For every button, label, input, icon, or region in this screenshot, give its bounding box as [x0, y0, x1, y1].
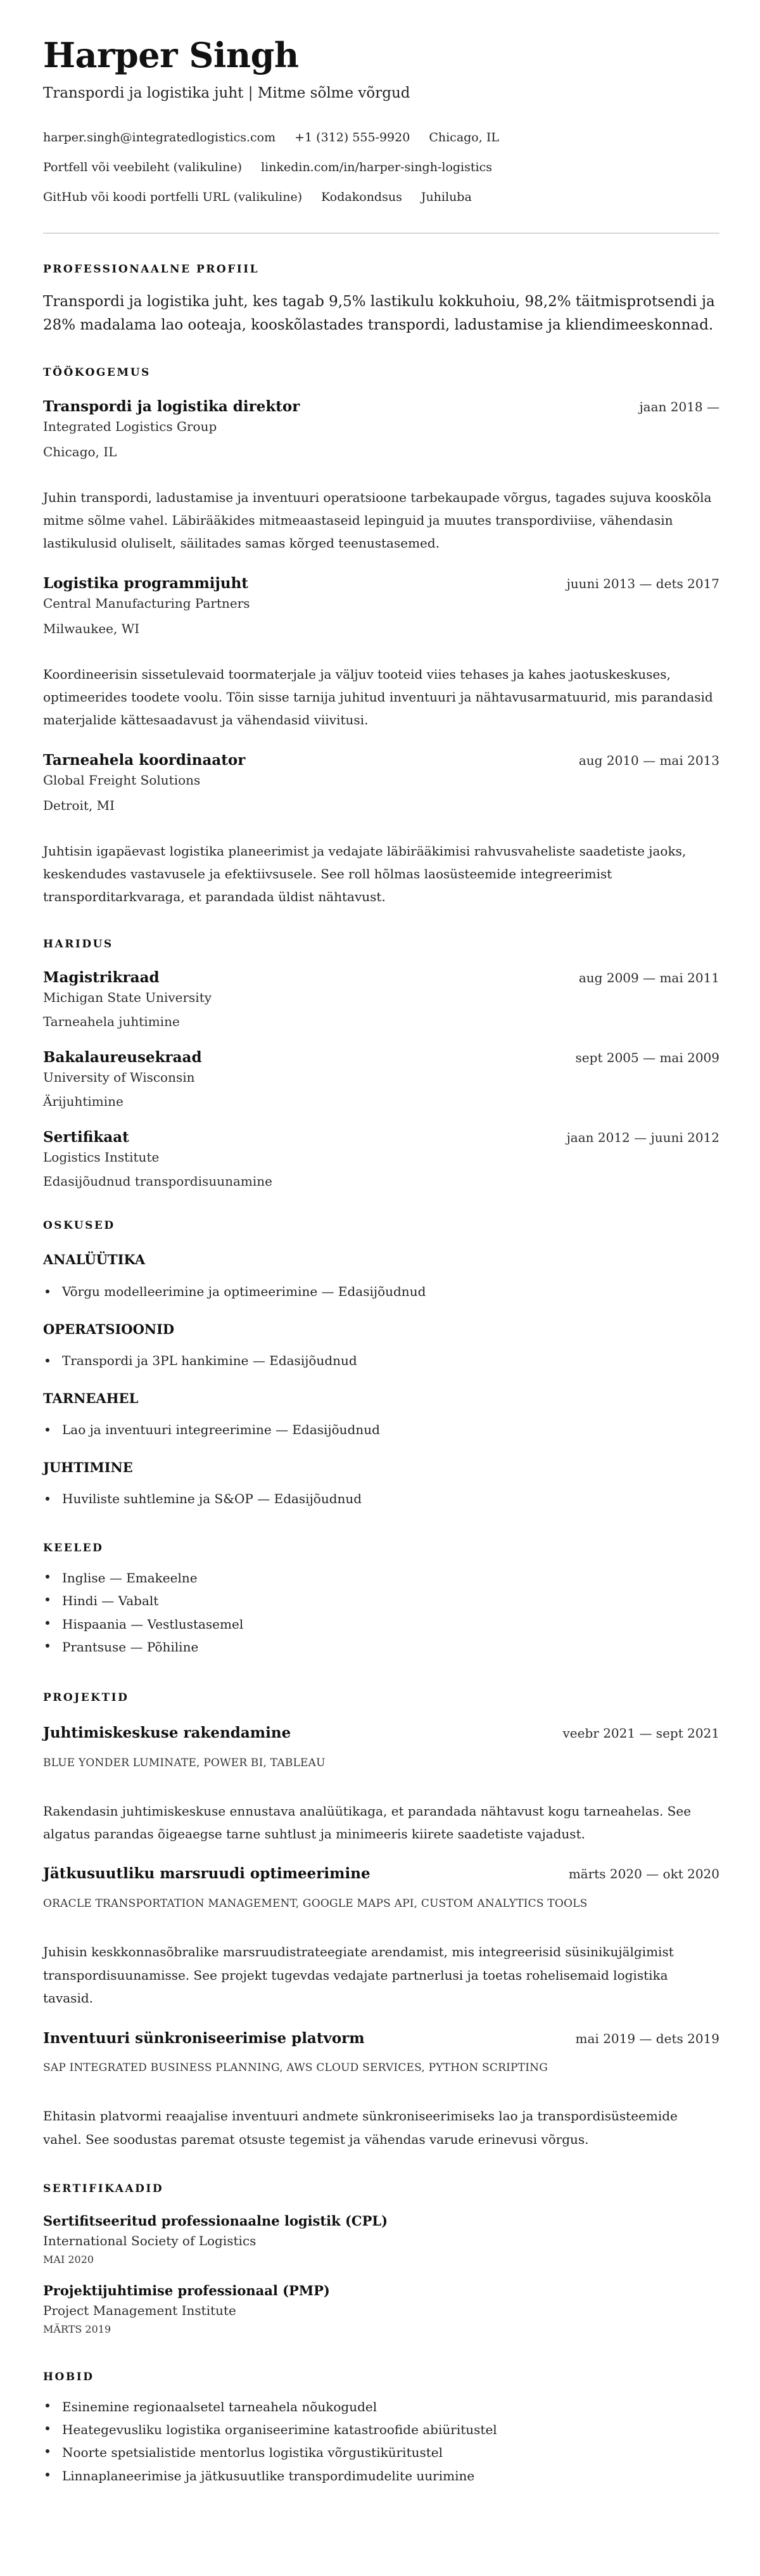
skills-section — [43, 1219, 719, 1509]
certification-issuer: International Society of Logistics — [43, 2233, 256, 2248]
project-dates: veebr 2021 — sept 2021 — [562, 1725, 719, 1741]
education-dates: jaan 2012 — juuni 2012 — [566, 1129, 719, 1145]
section-title: PROFESSIONAALNE PROFIIL — [43, 263, 260, 276]
skill-item: Huviliste suhtlemine ja S&OP — Edasijõudnud — [43, 1489, 719, 1509]
project-title: Juhtimiskeskuse rakendamine — [43, 1724, 291, 1741]
hobby-item: Esinemine regionaalsetel tarneahela nõukogudel — [43, 2395, 719, 2418]
language-item: Hindi — Vabalt — [43, 1589, 719, 1612]
certification-date: MAI 2020 — [43, 2253, 94, 2265]
project-title: Jätkusuutliku marsruudi optimeerimine — [43, 1865, 370, 1883]
job-dates: jaan 2018 — — [639, 399, 719, 414]
experience-section — [43, 366, 719, 909]
section-title: KEELED — [43, 1542, 104, 1555]
job-dates: aug 2010 — mai 2013 — [578, 752, 719, 768]
skill-category — [43, 1321, 719, 1371]
section-title: PROJEKTID — [43, 1691, 129, 1705]
project-description: Juhisin keskkonnasõbralike marsruudistrateegiate arendamist, mis integreerisid süsinikujälgimist transpordisuunamisse. See projekt tugevdas vedajate partnerlusi ja toetas rohelisemaid logistika tavasid. — [43, 1944, 674, 2006]
contact-citizenship: Kodakondsus — [321, 189, 402, 204]
job-title: Logistika programmijuht — [43, 574, 248, 592]
field-of-study: Edasijõudnud transpordisuunamine — [43, 1173, 273, 1189]
certification-date: MÄRTS 2019 — [43, 2323, 111, 2336]
hobby-item: Noorte spetsialistide mentorlus logistika võrgustiküritustel — [43, 2441, 719, 2464]
job-title: Tarneahela koordinaator — [43, 751, 246, 769]
project-entry — [43, 1864, 719, 2009]
project-dates: märts 2020 — okt 2020 — [568, 1866, 719, 1882]
job-location: Chicago, IL — [43, 444, 117, 459]
job-location: Detroit, MI — [43, 797, 115, 813]
profile-summary: Transpordi ja logistika juht, kes tagab 9,5% lastikulu kokkuhoiu, 98,2% täitmisprotsendi ja 28% madalama lao ooteaja, kooskõlastades transpordi, ladustamise ja kliendimeeskonnad. — [43, 293, 715, 333]
contact-phone[interactable]: +1 (312) 555-9920 — [294, 131, 410, 145]
school-name: University of Wisconsin — [43, 1069, 195, 1085]
hobby-item: Heategevusliku logistika organiseerimine katastroofide abiüritustel — [43, 2418, 719, 2441]
profile-section — [43, 263, 719, 337]
candidate-name: Harper Singh — [43, 35, 299, 75]
contact-github[interactable]: GitHub või koodi portfelli URL (valikuline) — [43, 189, 303, 204]
resume-header — [43, 37, 719, 234]
section-title: TÖÖKOGEMUS — [43, 366, 151, 380]
job-company: Central Manufacturing Partners — [43, 595, 250, 611]
job-company: Integrated Logistics Group — [43, 418, 217, 434]
skill-category — [43, 1459, 719, 1509]
contact-email[interactable]: harper.singh@integratedlogistics.com — [43, 131, 276, 145]
section-title: OSKUSED — [43, 1219, 115, 1232]
skill-category — [43, 1251, 719, 1301]
language-item: Prantsuse — Põhiline — [43, 1636, 719, 1658]
hobby-item: Linnaplaneerimise ja jätkusuutlike transpordimudelite uurimine — [43, 2464, 719, 2487]
school-name: Logistics Institute — [43, 1149, 160, 1165]
certification-name: Sertifitseeritud professionaalne logistik (CPL) — [43, 2212, 388, 2229]
skill-category-title: ANALÜÜTIKA — [43, 1252, 146, 1268]
certifications-section — [43, 2182, 719, 2335]
project-dates: mai 2019 — dets 2019 — [575, 2030, 719, 2046]
job-title: Transpordi ja logistika direktor — [43, 397, 300, 415]
skill-item: Võrgu modelleerimine ja optimeerimine — Edasijõudnud — [43, 1281, 719, 1302]
experience-entry — [43, 397, 719, 555]
job-dates: juuni 2013 — dets 2017 — [566, 575, 719, 591]
experience-entry — [43, 574, 719, 732]
project-tech-stack: ORACLE TRANSPORTATION MANAGEMENT, GOOGLE MAPS API, CUSTOM ANALYTICS TOOLS — [43, 1897, 588, 1911]
contact-linkedin[interactable]: linkedin.com/in/harper-singh-logistics — [261, 160, 492, 174]
hobbies-section — [43, 2371, 719, 2487]
job-description: Koordineerisin sissetulevaid toormaterjale ja väljuv tooteid viies tehases ja kahes jaotuskeskuses, optimeerides toodete voolu. Tõin sisse tarnija juhitud inventuuri ja nähtavusarmatuurid, mis parandasid materjalide kättesaadavust ja vähendasid viivitusi. — [43, 666, 713, 728]
job-company: Global Freight Solutions — [43, 772, 201, 788]
skill-category-title: TARNEAHEL — [43, 1390, 139, 1406]
field-of-study: Tarneahela juhtimine — [43, 1014, 180, 1030]
project-entry — [43, 1724, 719, 1846]
education-section — [43, 938, 719, 1190]
school-name: Michigan State University — [43, 990, 212, 1006]
job-location: Milwaukee, WI — [43, 620, 140, 636]
project-description: Rakendasin juhtimiskeskuse ennustava analüütikaga, et parandada nähtavust kogu tarneahelas. See algatus parandas õigeaegse tarne suhtlust ja minimeeris kiirete saadetiste vajadust. — [43, 1803, 692, 1842]
degree-title: Bakalaureusekraad — [43, 1049, 202, 1067]
job-description: Juhtisin igapäevast logistika planeerimist ja vedajate läbirääkimisi rahvusvaheliste saadetiste jaoks, keskendudes vastavusele ja efektiivsusele. See roll hõlmas laosüsteemide integreerimist transporditarkvaraga, et parandada üldist nähtavust. — [43, 843, 687, 905]
skill-item: Lao ja inventuuri integreerimine — Edasijõudnud — [43, 1419, 719, 1440]
degree-title: Sertifikaat — [43, 1128, 129, 1146]
projects-section — [43, 1691, 719, 2151]
degree-title: Magistrikraad — [43, 969, 160, 987]
languages-section — [43, 1542, 719, 1658]
certification-issuer: Project Management Institute — [43, 2303, 236, 2319]
section-title: HOBID — [43, 2371, 94, 2384]
certification-entry — [43, 2212, 719, 2265]
education-dates: aug 2009 — mai 2011 — [578, 970, 719, 986]
section-title: HARIDUS — [43, 937, 113, 951]
skill-category-title: JUHTIMINE — [43, 1459, 133, 1476]
contact-location: Chicago, IL — [429, 131, 499, 145]
project-description: Ehitasin platvormi reaajalise inventuuri andmete sünkroniseerimiseks lao ja transpordisüsteemide vahel. See soodustas paremat otsuste tegemist ja vähendas varude erinevusi võrgus. — [43, 2108, 678, 2147]
skill-category-title: OPERATSIOONID — [43, 1321, 175, 1337]
education-entry — [43, 968, 719, 1030]
field-of-study: Ärijuhtimine — [43, 1093, 124, 1109]
language-item: Hispaania — Vestlustasemel — [43, 1613, 719, 1636]
project-title: Inventuuri sünkroniseerimise platvorm — [43, 2029, 365, 2047]
education-entry — [43, 1048, 719, 1110]
skill-item: Transpordi ja 3PL hankimine — Edasijõudnud — [43, 1350, 719, 1371]
contact-row — [43, 130, 719, 146]
contact-row — [43, 160, 719, 176]
certification-name: Projektijuhtimise professionaal (PMP) — [43, 2282, 330, 2298]
contact-portfolio[interactable]: Portfell või veebileht (valikuline) — [43, 160, 243, 174]
candidate-tagline: Transpordi ja logistika juht | Mitme sõlme võrgud — [43, 85, 410, 102]
education-dates: sept 2005 — mai 2009 — [575, 1050, 719, 1066]
contact-drivers-license: Juhiluba — [421, 189, 472, 204]
skill-category — [43, 1390, 719, 1440]
section-title: SERTIFIKAADID — [43, 2182, 164, 2196]
job-description: Juhin transpordi, ladustamise ja inventuuri operatsioone tarbekaupade võrgus, tagades sujuva kooskõla mitme sõlme vahel. Läbirääkides mitmeaastaseid lepinguid ja muutes transpordiviise, vähendasin lastikulusid oluliselt, säilitades samas kõrged teenustasemed. — [43, 489, 712, 551]
project-entry — [43, 2029, 719, 2151]
certification-entry — [43, 2282, 719, 2335]
project-tech-stack: BLUE YONDER LUMINATE, POWER BI, TABLEAU — [43, 1756, 326, 1769]
language-item: Inglise — Emakeelne — [43, 1567, 719, 1589]
experience-entry — [43, 751, 719, 909]
project-tech-stack: SAP INTEGRATED BUSINESS PLANNING, AWS CLOUD SERVICES, PYTHON SCRIPTING — [43, 2061, 548, 2075]
contact-row — [43, 189, 719, 205]
education-entry — [43, 1128, 719, 1190]
header-divider — [43, 233, 719, 234]
